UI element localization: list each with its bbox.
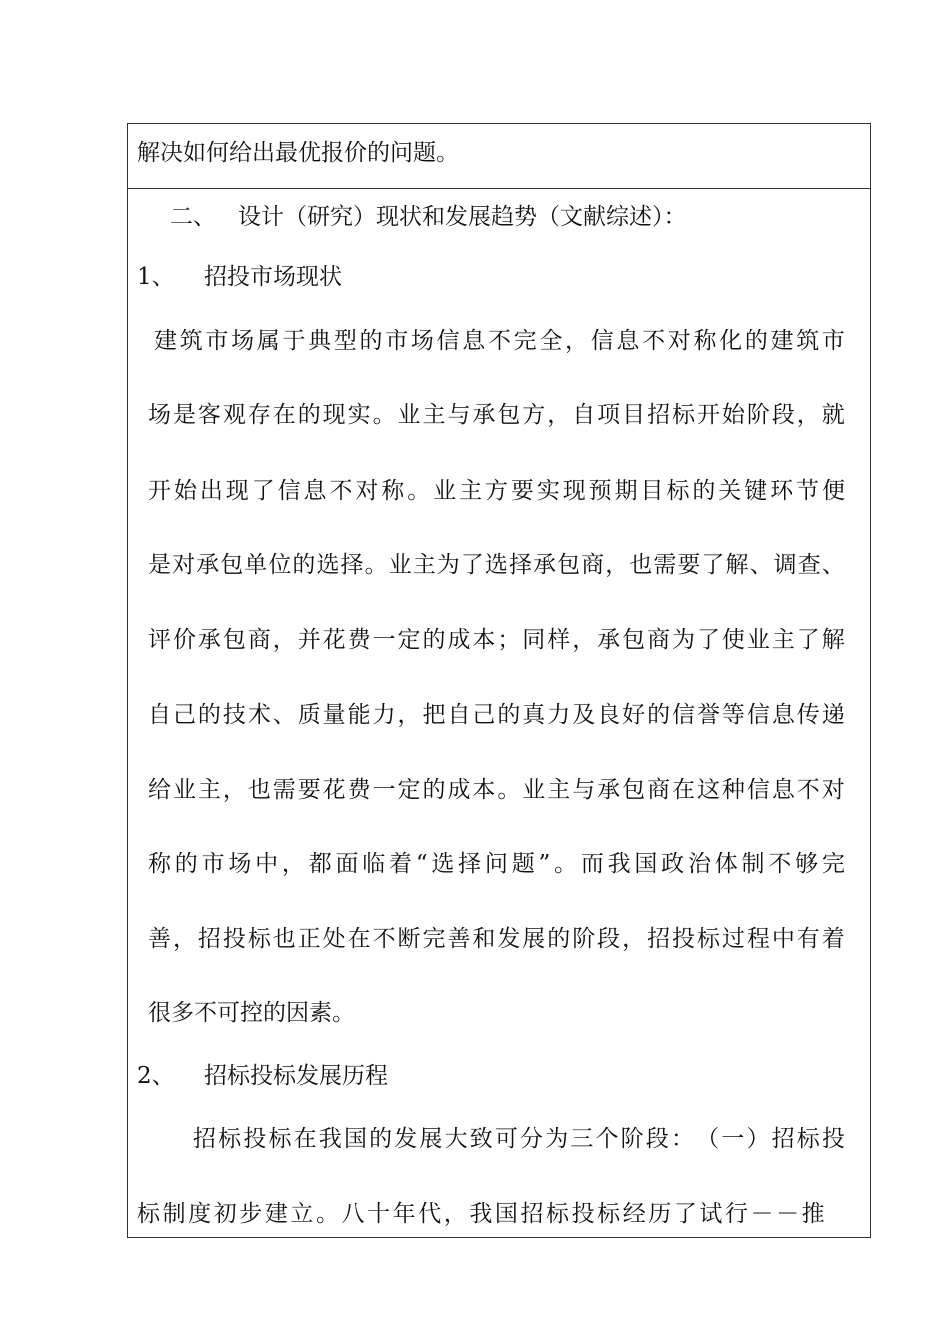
subheading-1-title: 招投市场现状 xyxy=(204,264,342,290)
paragraph-1-line: 场 是 客 观 存 在 的 现 实 。 业 主 与 承 包 方 ， 自 项 目 招 标 开 始 阶 段 ， 就 xyxy=(148,402,845,428)
subheading-1-marker: 1、 xyxy=(137,264,175,290)
paragraph-2-line: 标 制 度 初 步 建 立 。 八 十 年 代 ， 我 国 招 标 投 标 经 历 了 试 行 － － 推 xyxy=(137,1201,825,1227)
paragraph-1-line: 善 ， 招 投 标 也 正 处 在 不 断 完 善 和 发 展 的 阶 段 ， 招 投 标 过 程 中 有 着 xyxy=(148,926,845,952)
first-cell-text: 解决如何给出最优报价的问题。 xyxy=(137,140,459,166)
row-divider xyxy=(127,188,871,189)
paragraph-1-line: 给 业 主 ， 也 需 要 花 费 一 定 的 成 本 。 业 主 与 承 包 商 在 这 种 信 息 不 对 xyxy=(148,777,845,803)
paragraph-2-line: 招 标 投 标 在 我 国 的 发 展 大 致 可 分 为 三 个 阶 段 ： （ 一 ） 招 标 投 xyxy=(193,1126,845,1152)
paragraph-1-line: 称 的 市 场 中 ， 都 面 临 着 “ 选 择 问 题 ” 。 而 我 国 政 治 体 制 不 够 完 xyxy=(148,851,845,877)
paragraph-1-line: 开 始 出 现 了 信 息 不 对 称 。 业 主 方 要 实 现 预 期 目 标 的 关 键 环 节 便 xyxy=(148,478,845,504)
subheading-2-title: 招标投标发展历程 xyxy=(204,1063,388,1089)
subheading-2-marker: 2、 xyxy=(137,1063,175,1089)
paragraph-1-line: 评 价 承 包 商 ， 并 花 费 一 定 的 成 本 ； 同 样 ， 承 包 商 为 了 使 业 主 了 解 xyxy=(148,627,845,653)
paragraph-1-line: 很多不可控的因素。 xyxy=(148,1000,355,1026)
section-heading-marker: 二、 xyxy=(170,204,216,230)
paragraph-1-line: 建 筑 市 场 属 于 典 型 的 市 场 信 息 不 完 全 ， 信 息 不 对 称 化 的 建 筑 市 xyxy=(154,328,845,354)
paragraph-1-line: 自 己 的 技 术 、 质 量 能 力 ， 把 自 己 的 真 力 及 良 好 的 信 誉 等 信 息 传 递 xyxy=(148,702,845,728)
paragraph-1-line: 是 对 承 包 单 位 的 选 择 。 业 主 为 了 选 择 承 包 商 ， 也 需 要 了 解 、 调 查 、 xyxy=(148,552,845,578)
section-heading: 设计（研究）现状和发展趋势（文献综述）： xyxy=(238,204,687,230)
